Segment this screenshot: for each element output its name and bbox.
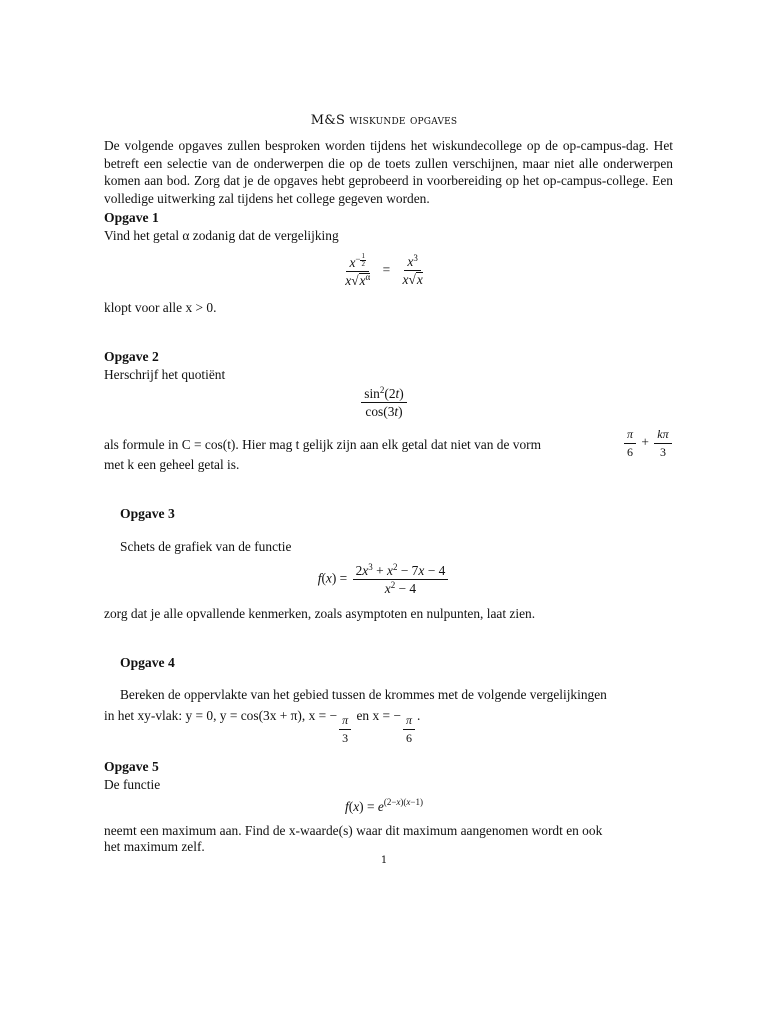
problem-3-function: f(x) = $\frac{2x^3 + x^2 - 7x - 4}{x^2 - 4}$ — [0, 563, 768, 596]
problem-3-heading: Opgave 3 — [120, 506, 175, 521]
problem-2-formula-line: als formule in C = cos(t). Hier mag t gelijk zijn aan elk getal dat niet van de vorm — [104, 437, 542, 452]
page-number: 1 — [380, 855, 388, 866]
problem-5-instruction-1: neemt een maximum aan. Find de x-waarde(s) waar dit maximum aangenomen wordt en ook — [104, 823, 603, 838]
problem-2-quotient: $\frac{\sin^2(2t)}{\cos(3t)}$ — [0, 386, 768, 419]
problem-1-condition: klopt voor alle x > 0. — [104, 300, 217, 315]
problem-5-function: $f(x) = e^{(2-x)(x-1)}$ — [345, 797, 423, 814]
problem-2-heading: Opgave 2 — [104, 349, 159, 364]
problem-1-heading: Opgave 1 — [104, 210, 159, 225]
problem-2-integer-line: met k een geheel getal is. — [104, 457, 240, 472]
problem-2-form-expression: $\frac{\pi}{6}$ + $\frac{k\pi}{3}$ — [622, 427, 674, 460]
problem-1-text: Vind het getal α zodanig dat de vergelijking — [104, 228, 339, 243]
eq1-lhs-fraction: $x^{- \frac{1}{2}}$ $x√x^\alpha$ — [345, 252, 371, 288]
problem-2-text: Herschrijf het quotiënt — [104, 367, 226, 382]
problem-5-text: De functie — [104, 777, 161, 792]
problem-5-instruction-2: het maximum zelf. — [104, 839, 205, 854]
problem-3-instruction: zorg dat je alle opvallende kenmerken, zoals asymptoten en nulpunten, laat zien. — [104, 606, 536, 621]
problem-3-text: Schets de grafiek van de functie — [120, 539, 292, 554]
problem-4-text-1: Bereken de oppervlakte van het gebied tussen de krommes met de volgende vergelijkingen — [120, 687, 607, 702]
problem-4-heading: Opgave 4 — [120, 655, 175, 670]
document-title: M&S wiskunde opgaves — [310, 113, 458, 128]
problem-1-equation: $x^{- \frac{1}{2}}$ $x√x^\alpha$ = $\frac{x^3}{x√x}$ — [0, 253, 768, 288]
problem-5-heading: Opgave 5 — [104, 759, 159, 774]
eq1-rhs-fraction: $\frac{x^3}{x√x}$ — [402, 253, 423, 287]
intro-paragraph: De volgende opgaves zullen besproken worden tijdens het wiskundecollege op de op-campus-dag. Het betreft een selectie van de onderwerpen die op de toets zullen verschijnen, maar niet alle onderwerpen komen aan bod. Zorg dat je de opgaves hebt geprobeerd in voorbereiding op het op-campus-college. Een volledige uitwerking zal tijdens het college gegeven worden. — [104, 138, 673, 206]
problem-4-text-2: in het xy-vlak: y = 0, y = cos(3x + π), x = − $\frac{\pi}{3}$ en x = − $\frac{\pi}{6}$ . — [104, 708, 421, 745]
